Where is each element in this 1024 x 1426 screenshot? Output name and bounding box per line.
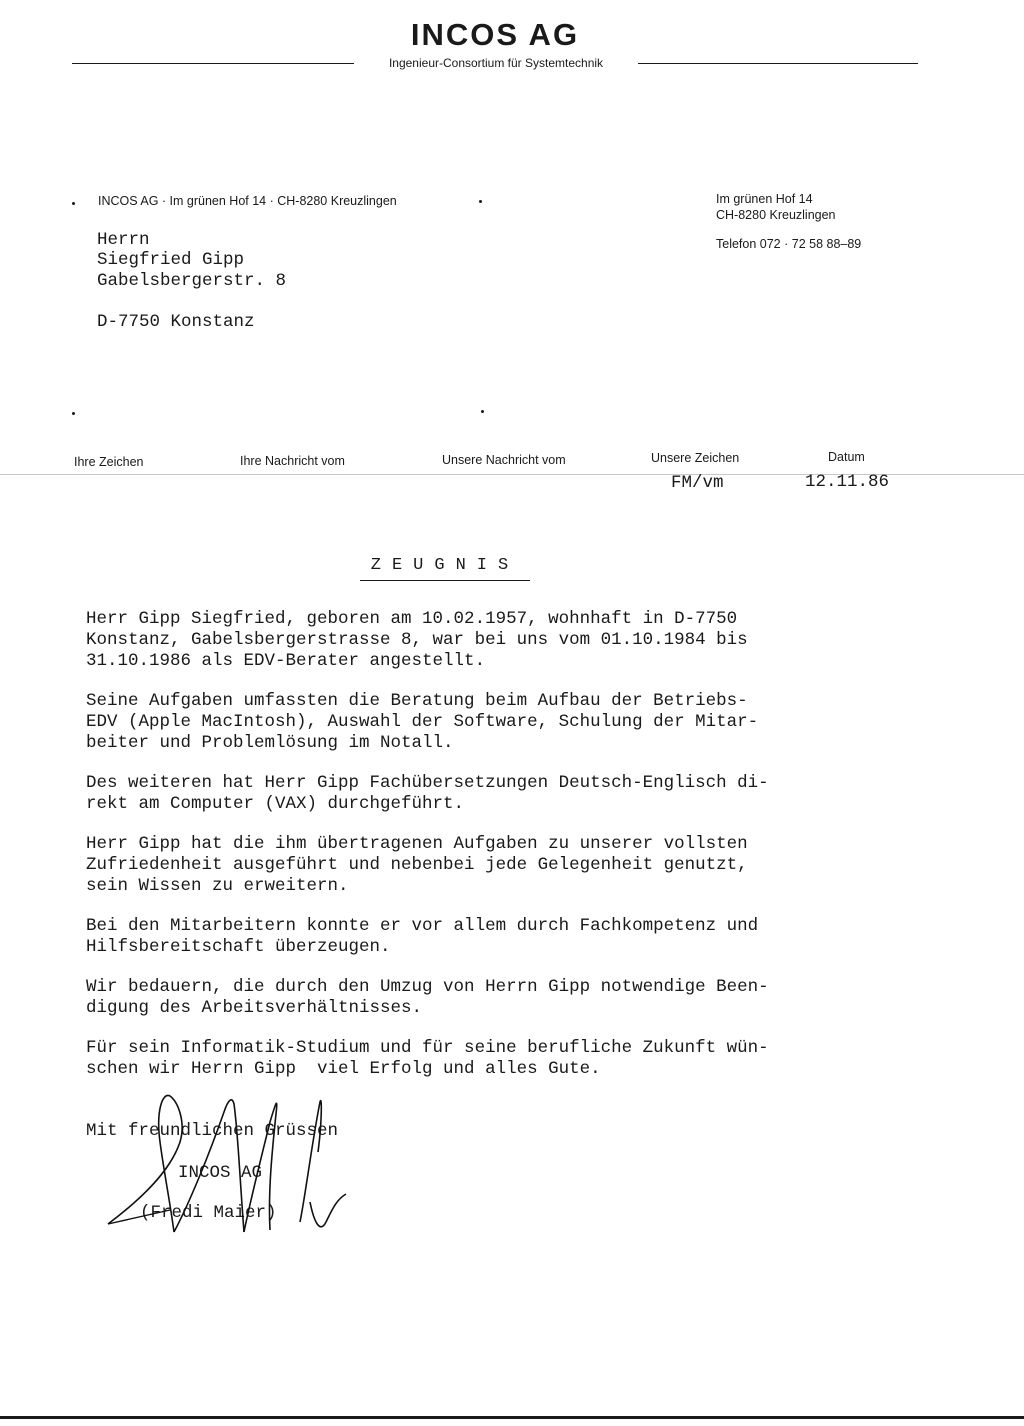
fold-mark <box>72 412 75 415</box>
label-datum: Datum <box>828 450 865 464</box>
company-street: Im grünen Hof 14 <box>716 192 813 206</box>
datum-value: 12.11.86 <box>805 472 890 492</box>
body-paragraph: Wir bedauern, die durch den Umzug von Herrn Gipp notwendige Been- digung des Arbeitsverhältnisses. <box>86 977 769 1018</box>
letter-body <box>86 609 886 1099</box>
fold-mark <box>481 410 484 413</box>
unsere-zeichen-value: FM/vm <box>671 473 724 493</box>
label-unsere-zeichen: Unsere Zeichen <box>651 451 740 465</box>
label-unsere-nachricht: Unsere Nachricht vom <box>442 453 566 467</box>
company-logo: INCOS AG <box>410 17 580 52</box>
header-rule-left <box>72 63 354 64</box>
body-paragraph: Für sein Informatik-Studium und für seine berufliche Zukunft wün- schen wir Herrn Gipp viel Erfolg und alles Gute. <box>86 1038 769 1079</box>
header-rule-right <box>638 63 918 64</box>
body-paragraph: Bei den Mitarbeitern konnte er vor allem durch Fachkompetenz und Hilfsbereitschaft überzeugen. <box>86 916 759 957</box>
sender-return-line: INCOS AG · Im grünen Hof 14 · CH-8280 Kreuzlingen <box>98 194 397 208</box>
signature-company: INCOS AG <box>178 1163 263 1183</box>
page-bottom-edge <box>0 1416 1024 1419</box>
body-paragraph: Herr Gipp Siegfried, geboren am 10.02.1957, wohnhaft in D-7750 Konstanz, Gabelsbergerstrasse 8, war bei uns vom 01.10.1984 bis 31.10.1986 als EDV-Berater angestellt. <box>86 609 748 671</box>
recipient-street: Gabelsbergerstr. 8 <box>97 271 287 291</box>
body-paragraph: Seine Aufgaben umfassten die Beratung beim Aufbau der Betriebs- EDV (Apple MacIntosh), Auswahl der Software, Schulung der Mitar- beiter und Problemlösung im Notall. <box>86 691 759 753</box>
label-ihre-zeichen: Ihre Zeichen <box>74 455 144 469</box>
body-paragraph: Herr Gipp hat die ihm übertragenen Aufgaben zu unserer vollsten Zufriedenheit ausgeführt und nebenbei jede Gelegenheit genutzt, sein Wissen zu erweitern. <box>86 834 748 896</box>
recipient-city: D-7750 Konstanz <box>97 312 255 332</box>
bullet-dot <box>72 202 75 205</box>
closing-greeting: Mit freundlichen Grüssen <box>86 1121 339 1141</box>
document-title: ZEUGNIS <box>360 556 530 581</box>
bullet-dot <box>479 200 482 203</box>
company-city: CH-8280 Kreuzlingen <box>716 208 836 222</box>
recipient-salutation: Herrn <box>97 230 150 250</box>
body-paragraph: Des weiteren hat Herr Gipp Fachübersetzungen Deutsch-Englisch di- rekt am Computer (VAX) durchgeführt. <box>86 773 769 814</box>
company-phone: Telefon 072 · 72 58 88–89 <box>716 237 862 251</box>
label-ihre-nachricht: Ihre Nachricht vom <box>240 454 345 468</box>
recipient-name: Siegfried Gipp <box>97 250 245 270</box>
company-tagline: Ingenieur-Consortium für Systemtechnik <box>362 55 630 71</box>
signature-name: (Fredi Maier) <box>140 1203 277 1223</box>
handwritten-signature <box>100 1082 360 1242</box>
